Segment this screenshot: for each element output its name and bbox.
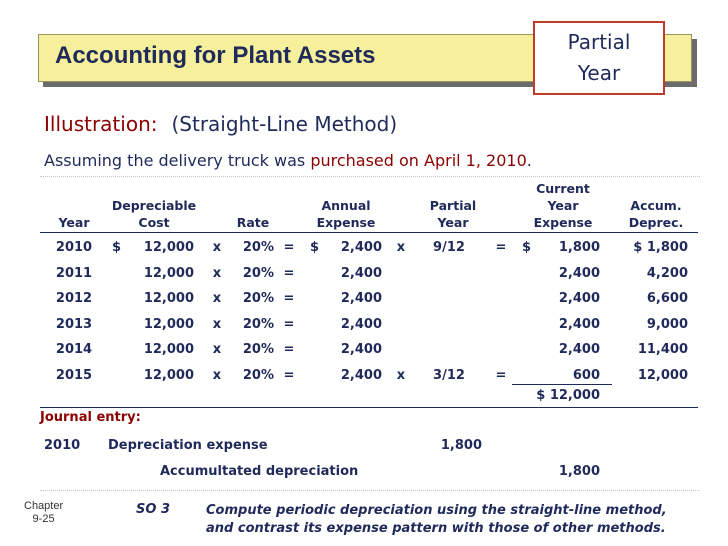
row-2014-x1: x (212, 342, 222, 357)
row-2011-cost: 12,000 (143, 265, 194, 281)
row-2013-eq1: = (283, 316, 295, 332)
row-2012-x1: x (212, 291, 222, 306)
row-2010-accum: $ 1,800 (633, 240, 688, 255)
row-2014-year: 2014 (55, 342, 93, 357)
partial-year-box (533, 21, 665, 95)
row-2010-partial: 9/12 (433, 240, 465, 255)
assume-prefix: Assuming the delivery truck was (44, 151, 311, 170)
header-current-year-expense (522, 180, 604, 231)
header-partial-year (418, 197, 488, 231)
row-2015-accum: 12,000 (637, 367, 688, 383)
header-accum-line1: Accum. (630, 198, 682, 213)
row-2010-rate: 20% (242, 240, 274, 255)
header-dep-cost-line2: Cost (138, 215, 170, 230)
row-2013-year: 2013 (55, 316, 93, 332)
row-2013-rate: 20% (242, 316, 274, 332)
row-2010-cost: 12,000 (143, 240, 194, 255)
row-2012-rate: 20% (242, 291, 274, 306)
row-2010-eq1: = (283, 240, 295, 255)
row-2010-dollar: $ (112, 240, 122, 255)
study-objective-text (206, 502, 667, 538)
row-2012-annual: 2,400 (340, 291, 382, 306)
header-current-line3: Expense (533, 215, 593, 230)
row-2014-rate: 20% (242, 342, 274, 357)
journal-credit-amount: 1,800 (558, 464, 600, 479)
table-top-rule (40, 232, 698, 233)
journal-entry-label: Journal entry: (40, 410, 141, 425)
row-2013-x1: x (212, 316, 222, 332)
illustration-heading (44, 112, 397, 136)
header-annual-expense (306, 197, 386, 231)
header-accum-deprec (616, 197, 696, 231)
row-2015-cost: 12,000 (143, 367, 194, 383)
study-objective-code: SO 3 (136, 502, 170, 517)
header-partial-line2: Year (437, 215, 469, 230)
assume-highlight: purchased on April 1, 2010 (310, 151, 527, 170)
row-2013-accum: 9,000 (646, 316, 688, 332)
row-2015-year: 2015 (55, 367, 93, 383)
row-2012-cost: 12,000 (143, 291, 194, 306)
row-2011-current: 2,400 (558, 265, 600, 281)
row-2014-eq1: = (283, 342, 295, 357)
chapter-line1: Chapter (24, 500, 64, 512)
row-2012-current: 2,400 (558, 291, 600, 306)
journal-year: 2010 (44, 438, 81, 453)
row-2015-annual: 2,400 (340, 367, 382, 383)
assume-suffix: . (526, 151, 532, 170)
assumption-text (44, 151, 532, 170)
row-2012-accum: 6,600 (646, 291, 688, 306)
row-2015-x1: x (212, 367, 222, 383)
dotted-divider (40, 176, 700, 177)
row-2010-dollar2: $ (310, 240, 320, 255)
row-2014-accum: 11,400 (637, 342, 688, 357)
header-annual-line2: Expense (316, 215, 376, 230)
header-year: Year (58, 215, 90, 230)
chapter-line2: 9-25 (32, 513, 55, 525)
row-2011-accum: 4,200 (646, 265, 688, 281)
chapter-label (24, 500, 63, 526)
illustration-label: Illustration: (44, 112, 158, 136)
row-2010-dollar3: $ (522, 240, 532, 255)
row-2014-annual: 2,400 (340, 342, 382, 357)
row-2012-year: 2012 (55, 291, 93, 306)
header-dep-cost-line1: Depreciable (111, 198, 197, 213)
partial-box-line2: Year (577, 61, 621, 85)
journal-debit-amount: 1,800 (440, 438, 482, 453)
row-2011-annual: 2,400 (340, 265, 382, 281)
row-2015-eq2: = (495, 367, 507, 383)
partial-box-line1: Partial (567, 30, 631, 54)
row-2013-annual: 2,400 (340, 316, 382, 332)
row-2014-current: 2,400 (558, 342, 600, 357)
row-2010-x2: x (396, 240, 406, 255)
row-2015-eq1: = (283, 367, 295, 383)
row-2013-cost: 12,000 (143, 316, 194, 332)
row-2011-year: 2011 (55, 265, 93, 281)
journal-debit-account: Depreciation expense (108, 438, 268, 453)
journal-credit-account: Accumultated depreciation (160, 464, 359, 479)
footer-divider (40, 490, 700, 491)
header-annual-line1: Annual (321, 198, 371, 213)
illustration-method: (Straight-Line Method) (171, 112, 398, 136)
slide-title: Accounting for Plant Assets (55, 42, 376, 69)
row-2012-eq1: = (283, 291, 295, 306)
row-2010-annual: 2,400 (340, 240, 382, 255)
study-objective-line1: Compute periodic depreciation using the straight-line method, (206, 503, 667, 518)
header-rate: Rate (236, 215, 270, 230)
row-2015-current: 600 (572, 367, 600, 383)
row-2010-current: 1,800 (558, 240, 600, 255)
total-rule (512, 384, 612, 385)
row-2014-cost: 12,000 (143, 342, 194, 357)
row-2015-x2: x (396, 367, 406, 383)
header-current-line2: Year (547, 198, 579, 213)
row-2011-rate: 20% (242, 265, 274, 281)
row-2013-current: 2,400 (558, 316, 600, 332)
header-partial-line1: Partial (429, 198, 477, 213)
row-2010-x1: x (212, 240, 222, 255)
study-objective-line2: and contrast its expense pattern with those of other methods. (206, 521, 666, 536)
header-depreciable-cost (104, 197, 204, 231)
header-current-line1: Current (536, 181, 590, 196)
row-2010-year: 2010 (55, 240, 93, 255)
row-2011-x1: x (212, 265, 222, 281)
header-accum-line2: Deprec. (628, 215, 684, 230)
row-2011-eq1: = (283, 265, 295, 281)
row-2015-rate: 20% (242, 367, 274, 383)
current-expense-total: $ 12,000 (536, 388, 600, 403)
row-2010-eq2: = (495, 240, 507, 255)
row-2015-partial: 3/12 (433, 367, 465, 383)
table-bottom-rule (40, 407, 698, 408)
